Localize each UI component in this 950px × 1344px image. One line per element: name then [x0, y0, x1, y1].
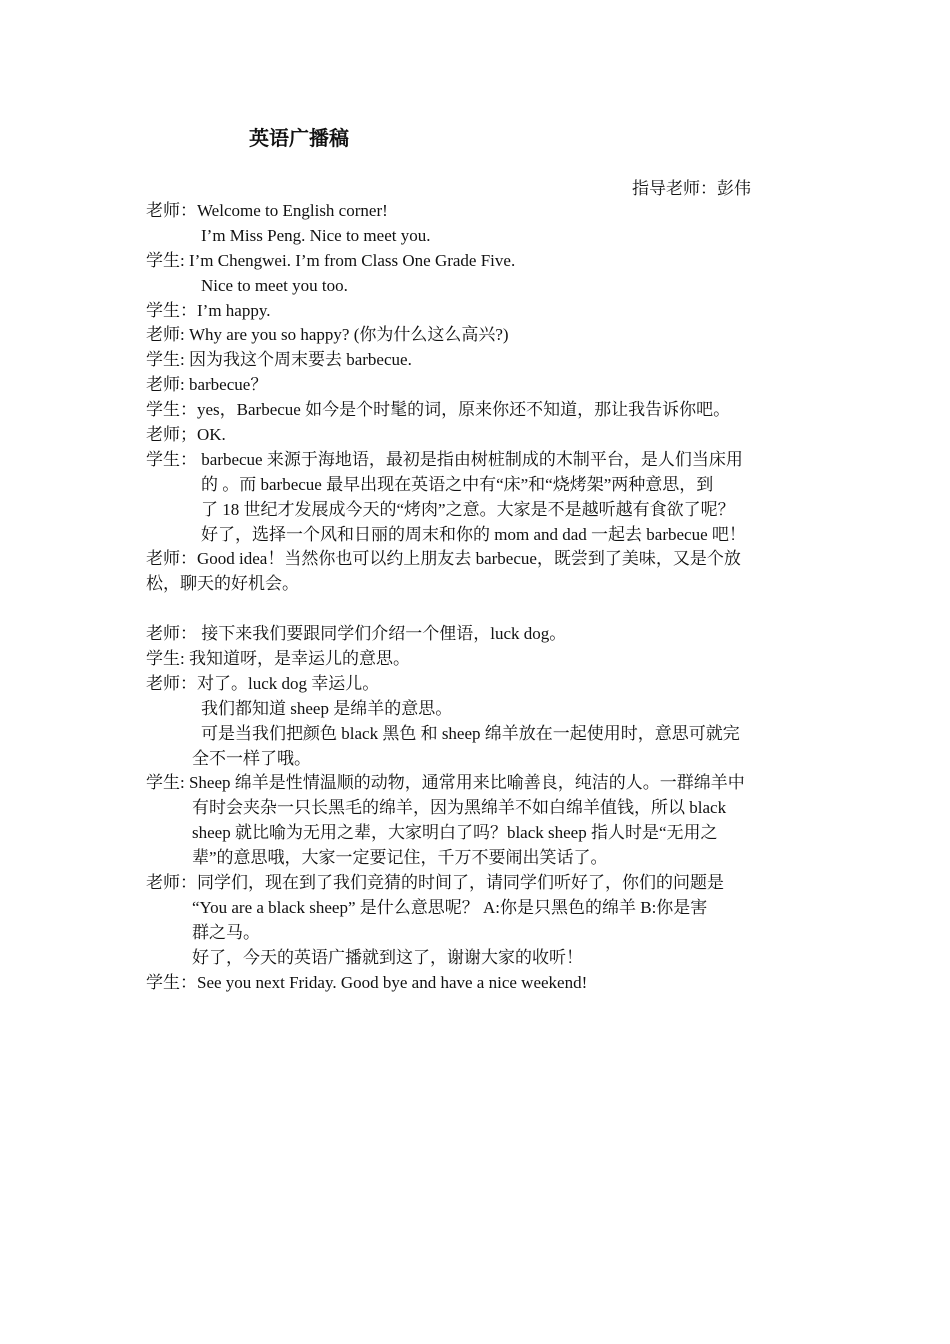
text-line: 好了，选择一个风和日丽的周末和你的 mom and dad 一起去 barbecue 吧！ — [201, 524, 746, 544]
text-line: 群之马。 — [192, 922, 260, 942]
text-line: 老师；OK. — [146, 425, 226, 445]
instructor-line: 指导老师：彭伟 — [632, 179, 751, 198]
text-line: 全不一样了哦。 — [192, 748, 311, 768]
text-line: 了 18 世纪才发展成今天的“烤肉”之意。大家是不是越听越有食欲了呢？ — [201, 499, 735, 519]
text-line: 老师: barbecue？ — [146, 375, 268, 395]
text-line: 我们都知道 sheep 是绵羊的意思。 — [201, 698, 453, 718]
text-line: sheep 就比喻为无用之辈，大家明白了吗？black sheep 指人时是“无用之 — [192, 823, 718, 843]
text-line: 学生：See you next Friday. Good bye and have a nice weekend! — [146, 972, 588, 992]
text-line: 好了，今天的英语广播就到这了，谢谢大家的收听！ — [192, 947, 583, 967]
text-line: I’m Miss Peng. Nice to meet you. — [201, 225, 431, 245]
text-line: 学生: 我知道呀，是幸运儿的意思。 — [146, 649, 410, 669]
text-line: 学生：I’m happy. — [146, 300, 271, 320]
text-line: 学生: I’m Chengwei. I’m from Class One Grade Five. — [146, 250, 516, 270]
text-line: 老师: Why are you so happy? (你为什么这么高兴?) — [146, 325, 509, 345]
text-line: 学生：yes，Barbecue 如今是个时髦的词，原来你还不知道，那让我告诉你吧。 — [146, 400, 731, 420]
text-line: 可是当我们把颜色 black 黑色 和 sheep 绵羊放在一起使用时，意思可就完 — [201, 723, 740, 743]
text-line: 老师：Welcome to English corner! — [146, 201, 388, 220]
text-line: 学生: 因为我这个周末要去 barbecue. — [146, 350, 412, 370]
text-line: Nice to meet you too. — [201, 275, 348, 295]
text-line: 的 。而 barbecue 最早出现在英语之中有“床”和“烧烤架”两种意思，到 — [201, 474, 714, 494]
text-line: 学生: Sheep 绵羊是性情温顺的动物，通常用来比喻善良，纯洁的人。一群绵羊中 — [146, 773, 745, 793]
text-line: 有时会夹杂一只长黑毛的绵羊，因为黑绵羊不如白绵羊值钱，所以 black — [192, 798, 727, 818]
blank-line — [146, 597, 814, 622]
dialogue-body — [146, 199, 814, 996]
text-line: 老师：Good idea！当然你也可以约上朋友去 barbecue，既尝到了美味，又是个放 — [146, 549, 741, 569]
text-line: 辈”的意思哦，大家一定要记住，千万不要闹出笑话了。 — [192, 848, 608, 868]
text-line: 老师：对了。luck dog 幸运儿。 — [146, 673, 380, 693]
text-line: “You are a black sheep” 是什么意思呢？ A:你是只黑色的绵羊 B:你是害 — [192, 897, 708, 917]
text-line: 老师： 接下来我们要跟同学们介绍一个俚语，luck dog。 — [146, 624, 567, 644]
text-line: 松，聊天的好机会。 — [146, 574, 299, 594]
document-title: 英语广播稿 — [249, 128, 349, 150]
text-line: 老师：同学们，现在到了我们竞猜的时间了，请同学们听好了，你们的问题是 — [146, 873, 724, 893]
text-line: 学生： barbecue 来源于海地语，最初是指由树桩制成的木制平台，是人们当床用 — [146, 449, 743, 469]
